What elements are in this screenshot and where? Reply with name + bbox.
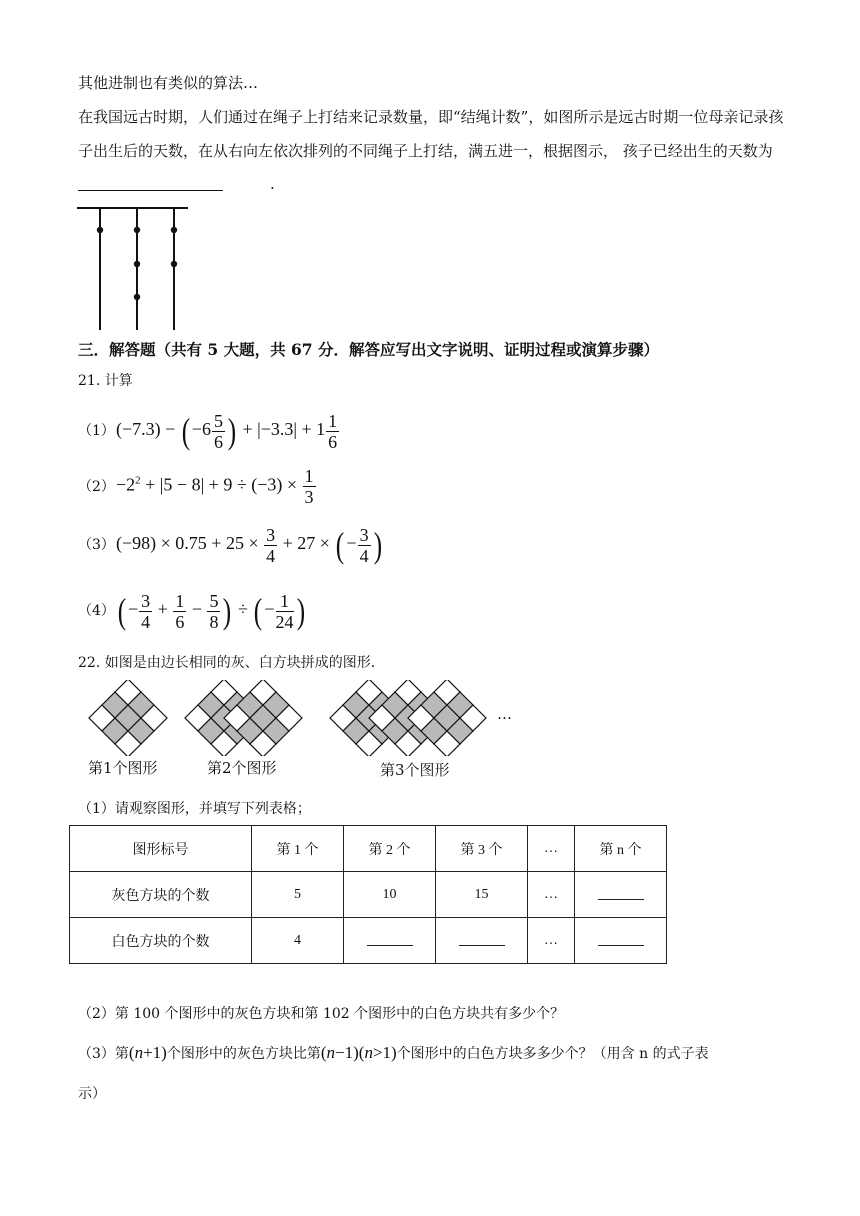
blank-cell[interactable]: [575, 918, 667, 964]
answer-blank[interactable]: [598, 885, 644, 900]
table-row: [70, 872, 667, 918]
knot: [171, 261, 177, 267]
tile-group: [89, 680, 486, 756]
header-cell: 图形标号: [70, 826, 252, 872]
tile-count-table: [69, 825, 667, 964]
q22-part2: （2）第 100 个图形中的灰色方块和第 102 个图形中的白色方块共有多少个？: [78, 1006, 565, 1022]
table-header-row: [70, 826, 667, 872]
blank-cell[interactable]: [575, 872, 667, 918]
header-cell: …: [528, 826, 575, 872]
figure-label-3: 第3个图形: [380, 761, 450, 779]
answer-tail: .: [270, 175, 275, 193]
q21-part4-expression: ( − $\frac{3}{4}$ + $\frac{1}{6}$ − $\frac{5}{8}$ ) ÷ (− $\frac{1}{24}$ ): [117, 590, 305, 632]
answer-blank[interactable]: [367, 931, 413, 946]
answer-blank[interactable]: [598, 931, 644, 946]
figure-label-1: 第1个图形: [88, 759, 158, 777]
q21-part3-expression: (−98) × 0.75 + 25 × $\frac{3}{4}$ + 27 × (− $\frac{3}{4}$ ): [116, 524, 382, 566]
answer-blank[interactable]: [78, 190, 223, 191]
q21-part3-label: （3）: [78, 537, 115, 553]
knot: [134, 294, 140, 300]
table-cell: 10: [344, 872, 436, 918]
header-cell: 第 1 个: [252, 826, 344, 872]
table-cell: 4: [252, 918, 344, 964]
table-cell: …: [528, 872, 575, 918]
q21-part1-label: （1）: [78, 423, 115, 439]
knot-paragraph-line2: 子出生后的天数，在从右向左依次排列的不同绳子上打结，满五进一，根据图示， 孩子已经出生的天数为: [78, 142, 773, 160]
intro-line: 其他进制也有类似的算法…: [78, 74, 259, 92]
answer-blank[interactable]: [459, 931, 505, 946]
knot: [134, 227, 140, 233]
q22-part3-c: 个图形中的白色方块多多少个？（用含 n 的式子表: [396, 1046, 709, 1062]
q21-part2-label: （2）: [78, 479, 115, 495]
q22-part3-line2: 示）: [78, 1086, 106, 1102]
q22-part3-line1: [78, 1044, 709, 1063]
section-heading: 三．解答题（共有 5 大题，共 67 分．解答应写出文字说明、证明过程或演算步骤）: [78, 340, 659, 359]
q22-part1: （1）请观察图形，并填写下列表格；: [78, 801, 311, 817]
tile-pattern-figures: [86, 680, 526, 756]
q22-part3-expr1: (n+1): [128, 1043, 167, 1062]
table-cell: 5: [252, 872, 344, 918]
header-cell: 第 n 个: [575, 826, 667, 872]
table-row: [70, 918, 667, 964]
table-cell: …: [528, 918, 575, 964]
row-label: 灰色方块的个数: [70, 872, 252, 918]
knot-rope-figure: [70, 200, 200, 332]
q21-part2-expression: $-2^2 + |5 - 8| + 9 \div (-3)$ × $\frac{1}{3}$: [116, 466, 314, 507]
q21-part4-label: （4）: [78, 603, 115, 619]
q22-part3-expr2: (n−1)(n>1): [320, 1043, 397, 1062]
knot: [97, 227, 103, 233]
q21-title: 21. 计算: [78, 373, 133, 389]
figure-label-2: 第2个图形: [207, 759, 277, 777]
pattern-ellipsis: …: [497, 705, 512, 723]
blank-cell[interactable]: [436, 918, 528, 964]
q22-part3-b: 个图形中的灰色方块比第: [166, 1046, 321, 1062]
q22-title: 22. 如图是由边长相同的灰、白方块拼成的图形．: [78, 655, 385, 671]
blank-cell[interactable]: [344, 918, 436, 964]
q21-part1-expression: (−7.3) − (−6 $\frac{5}{6}$ ) + |−3.3| + 1 $\frac{1}{6}$: [116, 410, 338, 452]
knot-paragraph-line1: 在我国远古时期，人们通过在绳子上打结来记录数量，即“结绳计数”，如图所示是远古时期一位母亲记录孩: [78, 108, 784, 126]
row-label: 白色方块的个数: [70, 918, 252, 964]
knot: [171, 227, 177, 233]
knot: [134, 261, 140, 267]
table-cell: 15: [436, 872, 528, 918]
q22-part3-a: （3）第: [78, 1046, 129, 1062]
header-cell: 第 2 个: [344, 826, 436, 872]
header-cell: 第 3 个: [436, 826, 528, 872]
